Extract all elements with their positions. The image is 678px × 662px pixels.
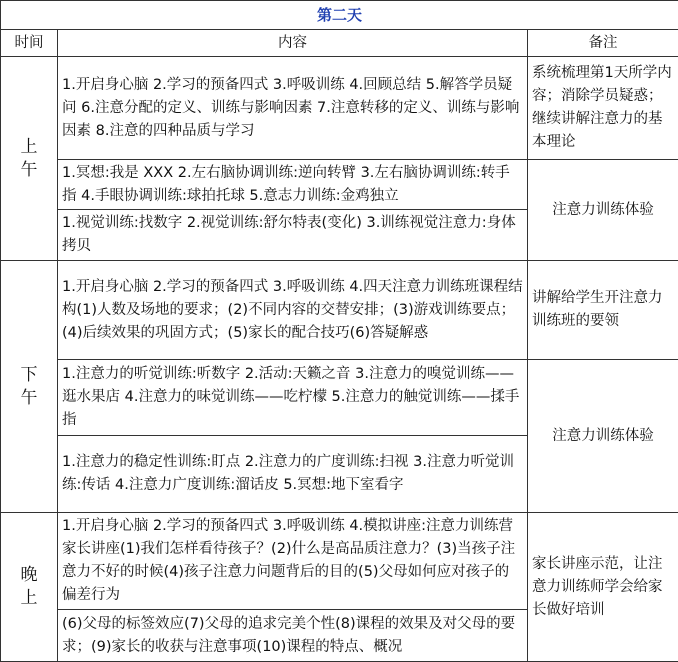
period-afternoon-char-2: 午 (20, 387, 38, 408)
afternoon-note-2: 注意力训练体验 (528, 360, 678, 513)
afternoon-row-1 (1, 261, 678, 360)
header-note: 备注 (528, 30, 678, 57)
morning-content-3: 1.视觉训练:找数字 2.视觉训练:舒尔特表(变化) 3.训练视觉注意力:身体拷贝 (58, 210, 528, 261)
morning-row-2 (1, 160, 678, 210)
period-afternoon-char-1: 下 (20, 364, 38, 385)
afternoon-content-2: 1.注意力的听觉训练:听数字 2.活动:天籁之音 3.注意力的嗅觉训练——逛水果店 4.注意力的味觉训练——吃柠檬 5.注意力的触觉训练——揉手指 (58, 360, 528, 436)
evening-content-2: (6)父母的标签效应(7)父母的追求完美个性(8)课程的效果及对父母的要求；(9)家长的收获与注意事项(10)课程的特点、概况 (58, 610, 528, 662)
afternoon-content-1: 1.开启身心脑 2.学习的预备四式 3.呼吸训练 4.四天注意力训练班课程结构(1)人数及场地的要求；(2)不同内容的交替安排；(3)游戏训练要点；(4)后续效果的巩固方式；(5)家长的配合技巧(6)答疑解惑 (58, 261, 528, 360)
period-afternoon (1, 261, 58, 513)
morning-row-1 (1, 57, 678, 160)
afternoon-row-2 (1, 360, 678, 436)
header-content: 内容 (58, 30, 528, 57)
evening-content-1: 1.开启身心脑 2.学习的预备四式 3.呼吸训练 4.模拟讲座:注意力训练营家长讲座(1)我们怎样看待孩子？(2)什么是高品质注意力？(3)当孩子注意力不好的时候(4)孩子注意力问题背后的目的(5)父母如何应对孩子的偏差行为 (58, 513, 528, 610)
header-row (1, 30, 678, 57)
period-morning-char-1: 上 (20, 136, 38, 157)
evening-note: 家长讲座示范，让注意力训练师学会给家长做好培训 (528, 513, 678, 662)
period-evening-char-2: 上 (20, 588, 38, 608)
morning-content-1: 1.开启身心脑 2.学习的预备四式 3.呼吸训练 4.回顾总结 5.解答学员疑问 6.注意分配的定义、训练与影响因素 7.注意转移的定义、训练与影响因素 8.注意的四种品质与学习 (58, 57, 528, 160)
morning-note-2: 注意力训练体验 (528, 160, 678, 261)
afternoon-content-3: 1.注意力的稳定性训练:盯点 2.注意力的广度训练:扫视 3.注意力听觉训练:传话 4.注意力广度训练:溜话皮 5.冥想:地下室看字 (58, 436, 528, 513)
period-morning (1, 57, 58, 261)
morning-note-1: 系统梳理第1天所学内容；消除学员疑惑；继续讲解注意力的基本理论 (528, 57, 678, 160)
period-evening (1, 513, 58, 662)
evening-row-1 (1, 513, 678, 610)
afternoon-note-1: 讲解给学生开注意力训练班的要领 (528, 261, 678, 360)
period-evening-char-1: 晚 (20, 565, 38, 585)
morning-content-2: 1.冥想:我是 XXX 2.左右脑协调训练:逆向转臂 3.左右脑协调训练:转手指 4.手眼协调训练:球拍托球 5.意志力训练:金鸡独立 (58, 160, 528, 210)
header-time: 时间 (1, 30, 58, 57)
period-morning-char-2: 午 (20, 159, 38, 180)
page-title: 第二天 (1, 1, 678, 30)
